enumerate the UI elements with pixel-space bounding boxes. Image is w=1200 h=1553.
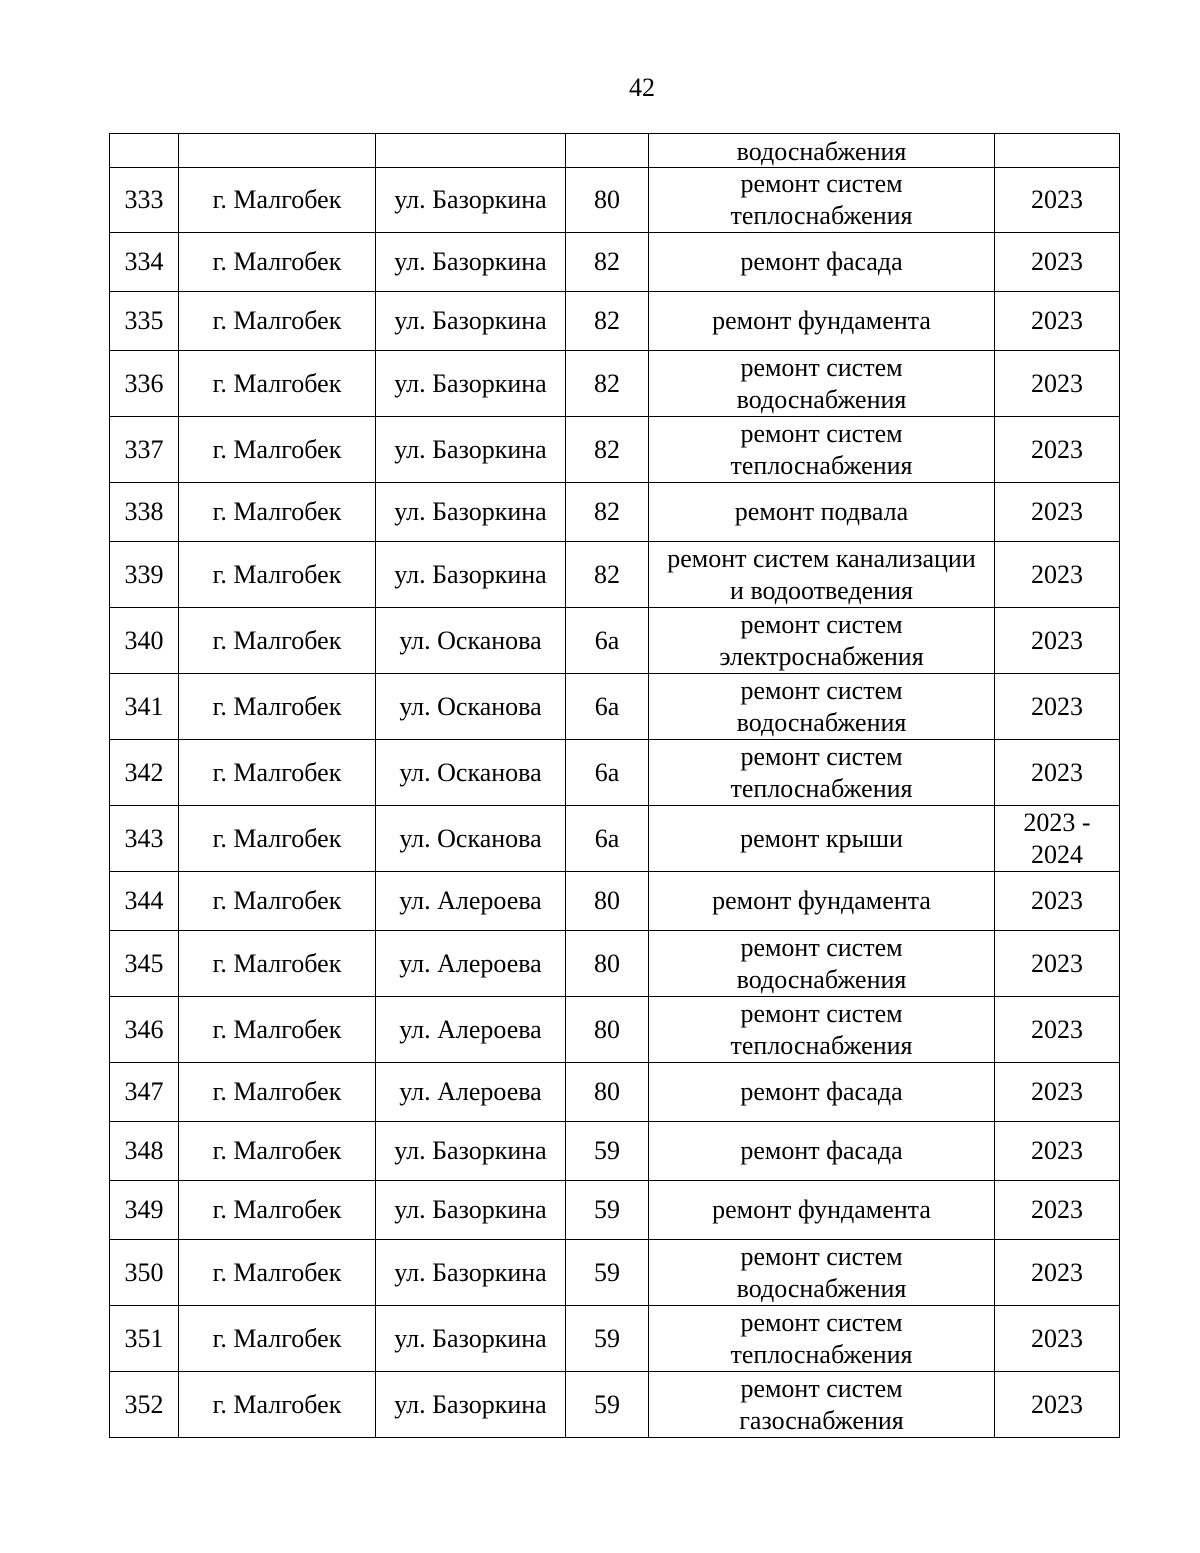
page-number: 42 [629,73,655,102]
cell-work: ремонт систем канализации и водоотведения [649,542,995,608]
cell-work: ремонт фасада [649,1063,995,1122]
table-row [110,740,1120,806]
cell-street: ул. Базоркина [376,1122,566,1181]
continuation-row [110,134,1120,168]
cell-house: 6а [566,674,649,740]
cell-year: 2023 - 2024 [995,806,1120,872]
cell-house [566,134,649,168]
cell-num: 346 [110,997,179,1063]
cell-num: 335 [110,292,179,351]
cell-year: 2023 [995,740,1120,806]
cell-num: 345 [110,931,179,997]
cell-city: г. Малгобек [179,1372,376,1438]
cell-house: 82 [566,483,649,542]
table-body [110,134,1120,1438]
cell-work: ремонт систем теплоснабжения [649,1306,995,1372]
cell-work: ремонт фасада [649,1122,995,1181]
cell-house: 80 [566,872,649,931]
cell-house: 6а [566,740,649,806]
table-row [110,1181,1120,1240]
cell-num: 351 [110,1306,179,1372]
cell-num: 340 [110,608,179,674]
cell-year: 2023 [995,292,1120,351]
cell-street: ул. Алероева [376,997,566,1063]
cell-house: 59 [566,1122,649,1181]
cell-year: 2023 [995,1181,1120,1240]
table-row [110,1122,1120,1181]
cell-city: г. Малгобек [179,417,376,483]
cell-house: 6а [566,608,649,674]
cell-house: 82 [566,417,649,483]
cell-city: г. Малгобек [179,608,376,674]
cell-house: 80 [566,1063,649,1122]
cell-num: 336 [110,351,179,417]
table-row [110,168,1120,233]
cell-work: ремонт фундамента [649,872,995,931]
cell-city: г. Малгобек [179,1240,376,1306]
cell-work: водоснабжения [649,134,995,168]
cell-street: ул. Базоркина [376,1372,566,1438]
table-row [110,806,1120,872]
cell-house: 59 [566,1240,649,1306]
cell-num: 334 [110,233,179,292]
cell-work: ремонт систем водоснабжения [649,1240,995,1306]
cell-city: г. Малгобек [179,1063,376,1122]
cell-street: ул. Осканова [376,608,566,674]
cell-year: 2023 [995,931,1120,997]
cell-house: 59 [566,1306,649,1372]
cell-num: 348 [110,1122,179,1181]
repair-schedule-table [109,133,1120,1438]
cell-street: ул. Базоркина [376,1240,566,1306]
table-row [110,872,1120,931]
cell-city: г. Малгобек [179,740,376,806]
cell-house: 82 [566,292,649,351]
cell-street: ул. Базоркина [376,417,566,483]
cell-work: ремонт систем газоснабжения [649,1372,995,1438]
cell-year: 2023 [995,1372,1120,1438]
cell-year: 2023 [995,483,1120,542]
cell-city [179,134,376,168]
cell-street: ул. Алероева [376,1063,566,1122]
cell-year: 2023 [995,608,1120,674]
cell-num: 337 [110,417,179,483]
cell-street: ул. Базоркина [376,233,566,292]
cell-year: 2023 [995,542,1120,608]
cell-year: 2023 [995,417,1120,483]
cell-year: 2023 [995,674,1120,740]
cell-house: 6а [566,806,649,872]
cell-year: 2023 [995,1122,1120,1181]
table-row [110,351,1120,417]
cell-city: г. Малгобек [179,674,376,740]
cell-city: г. Малгобек [179,1122,376,1181]
table-row [110,292,1120,351]
cell-work: ремонт крыши [649,806,995,872]
cell-work: ремонт подвала [649,483,995,542]
cell-city: г. Малгобек [179,483,376,542]
cell-num: 347 [110,1063,179,1122]
cell-city: г. Малгобек [179,168,376,233]
cell-city: г. Малгобек [179,1181,376,1240]
cell-num: 342 [110,740,179,806]
cell-street: ул. Базоркина [376,483,566,542]
cell-num: 338 [110,483,179,542]
table-row [110,1240,1120,1306]
table-row [110,542,1120,608]
cell-work: ремонт фасада [649,233,995,292]
cell-num: 341 [110,674,179,740]
cell-street: ул. Осканова [376,806,566,872]
cell-house: 80 [566,931,649,997]
table-row [110,997,1120,1063]
cell-work: ремонт систем водоснабжения [649,674,995,740]
cell-work: ремонт систем теплоснабжения [649,740,995,806]
cell-year: 2023 [995,872,1120,931]
cell-work: ремонт систем водоснабжения [649,931,995,997]
cell-year: 2023 [995,1063,1120,1122]
cell-house: 59 [566,1372,649,1438]
table-row [110,483,1120,542]
cell-street: ул. Алероева [376,931,566,997]
cell-year: 2023 [995,1240,1120,1306]
table-row [110,931,1120,997]
table-row [110,674,1120,740]
cell-street: ул. Осканова [376,674,566,740]
cell-city: г. Малгобек [179,806,376,872]
cell-work: ремонт систем теплоснабжения [649,417,995,483]
cell-work: ремонт фундамента [649,292,995,351]
cell-work: ремонт систем электроснабжения [649,608,995,674]
cell-num: 343 [110,806,179,872]
cell-house: 82 [566,351,649,417]
cell-num: 339 [110,542,179,608]
cell-street: ул. Базоркина [376,168,566,233]
cell-work: ремонт систем теплоснабжения [649,997,995,1063]
cell-city: г. Малгобек [179,233,376,292]
cell-year: 2023 [995,233,1120,292]
table-row [110,608,1120,674]
table-row [110,417,1120,483]
cell-street [376,134,566,168]
cell-house: 59 [566,1181,649,1240]
cell-street: ул. Алероева [376,872,566,931]
cell-work: ремонт фундамента [649,1181,995,1240]
cell-city: г. Малгобек [179,1306,376,1372]
table-row [110,1306,1120,1372]
cell-year: 2023 [995,168,1120,233]
cell-city: г. Малгобек [179,931,376,997]
cell-city: г. Малгобек [179,292,376,351]
cell-house: 82 [566,542,649,608]
cell-house: 82 [566,233,649,292]
cell-num [110,134,179,168]
table-row [110,233,1120,292]
cell-num: 350 [110,1240,179,1306]
table-row [110,1063,1120,1122]
cell-street: ул. Базоркина [376,351,566,417]
cell-year: 2023 [995,997,1120,1063]
cell-num: 333 [110,168,179,233]
cell-work: ремонт систем водоснабжения [649,351,995,417]
cell-year: 2023 [995,351,1120,417]
cell-num: 352 [110,1372,179,1438]
cell-city: г. Малгобек [179,351,376,417]
cell-street: ул. Базоркина [376,1306,566,1372]
cell-street: ул. Осканова [376,740,566,806]
cell-work: ремонт систем теплоснабжения [649,168,995,233]
cell-house: 80 [566,168,649,233]
cell-street: ул. Базоркина [376,542,566,608]
cell-street: ул. Базоркина [376,292,566,351]
table-row [110,1372,1120,1438]
cell-house: 80 [566,997,649,1063]
cell-year: 2023 [995,1306,1120,1372]
cell-city: г. Малгобек [179,542,376,608]
cell-num: 344 [110,872,179,931]
cell-street: ул. Базоркина [376,1181,566,1240]
cell-city: г. Малгобек [179,872,376,931]
cell-city: г. Малгобек [179,997,376,1063]
cell-num: 349 [110,1181,179,1240]
cell-year [995,134,1120,168]
